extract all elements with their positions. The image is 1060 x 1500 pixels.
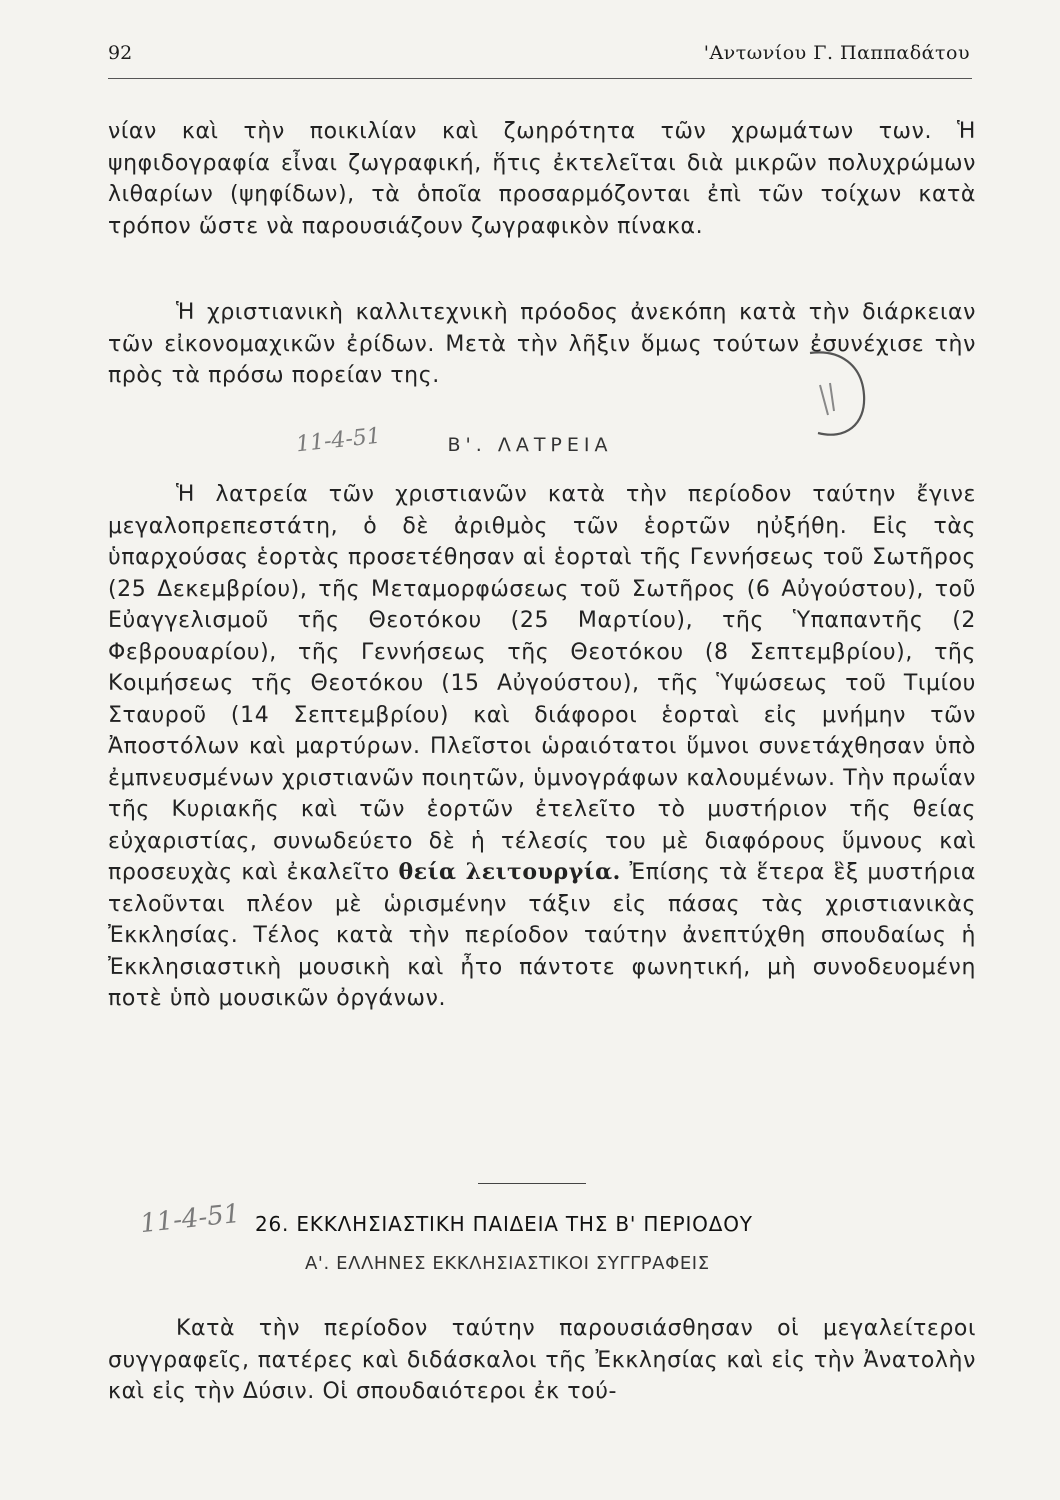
paragraph-worship (108, 479, 976, 1015)
paragraph-writers (108, 1313, 976, 1408)
paragraph-text: Κατὰ τὴν περίοδον ταύτην παρουσιάσθησαν οἱ μεγαλείτεροι συγγραφεῖς, πατέρες καὶ διδάσκαλοι τῆς Ἐκκλησίας καὶ εἰς τὴν Ἀνατολὴν καὶ εἰς τὴν Δύσιν. Οἱ σπουδαιότεροι ἐκ τού- (108, 1316, 976, 1404)
header-rule (108, 78, 972, 79)
running-title: 'Αντωνίου Γ. Παππαδάτου (703, 42, 970, 64)
paragraph-text: Ἡ χριστιανικὴ καλλιτεχνικὴ πρόοδος ἀνεκόπη κατὰ τὴν διάρκειαν τῶν εἰκονομαχικῶν ἐρίδων. Μετὰ τὴν λῆξιν ὅμως τούτων ἐσυνέχισε τὴν πρὸς τὰ πρόσω πορείαν της. (108, 300, 976, 388)
paragraph-text (108, 479, 976, 1015)
page-number: 92 (108, 42, 133, 64)
paragraph-mosaic (108, 116, 976, 242)
paragraph-text-part: Ἐπίσης τὰ ἕτερα ἓξ μυστήρια τελοῦνται πλέον μὲ ὡρισμένην τάξιν εἰς πάσας τὰς χριστιανικὰς Ἐκκλησίας. Τέλος κατὰ τὴν περίοδον ταύτην ἀνεπτύχθη σπουδαίως ἡ Ἐκκλησιαστικὴ μουσικὴ καὶ ἦτο πάντοτε φωνητική, μὴ συνοδευομένη ποτὲ ὑπὸ μουσικῶν ὀργάνων. (108, 860, 976, 1011)
chapter-heading: 26. ΕΚΚΛΗΣΙΑΣΤΙΚΗ ΠΑΙΔΕΙΑ ΤΗΣ Β' ΠΕΡΙΟΔΟΥ (255, 1212, 753, 1236)
pencil-date-annotation: 11-4-51 (138, 1198, 242, 1240)
handwritten-bracket-mark (800, 345, 880, 445)
pencil-date-annotation: 11-4-51 (294, 423, 382, 458)
section-heading-worship: Β'. ΛΑΤΡΕΙΑ (447, 434, 613, 456)
paragraph-text-part: Ἡ λατρεία τῶν χριστιανῶν κατὰ τὴν περίοδον ταύτην ἔγινε μεγαλοπρεπεστάτη, ὁ δὲ ἀριθμὸς τῶν ἑορτῶν ηὐξήθη. Εἰς τὰς ὑπαρχούσας ἑορτὰς προσετέθησαν αἱ ἑορταὶ τῆς Γεννήσεως τοῦ Σωτῆρος (25 Δεκεμβρίου), τῆς Μεταμορφώσεως τοῦ Σωτῆρος (6 Αὐγούστου), τοῦ Εὐαγγελισμοῦ τῆς Θεοτόκου (25 Μαρτίου), τῆς Ὑπαπαντῆς (2 Φεβρουαρίου), τῆς Γεννήσεως τῆς Θεοτόκου (8 Σεπτεμβρίου), τῆς Κοιμήσεως τῆς Θεοτόκου (15 Αὐγούστου), τῆς Ὑψώσεως τοῦ Τιμίου Σταυροῦ (14 Σεπτεμβρίου) καὶ διάφοροι ἑορταὶ εἰς μνήμην τῶν Ἀποστόλων καὶ μαρτύρων. Πλεῖστοι ὡραιότατοι ὕμνοι συνετάχθησαν ὑπὸ ἐμπνευσμένων χριστιανῶν ποιητῶν, ὑμνογράφων καλουμένων. Τὴν πρωΐαν τῆς Κυριακῆς καὶ τῶν ἑορτῶν ἐτελεῖτο τὸ μυστήριον τῆς θείας εὐχαριστίας, συνωδεύετο δὲ ἡ τέλεσίς του μὲ διαφόρους ὕμνους καὶ προσευχὰς καὶ ἐκαλεῖτο (108, 482, 976, 885)
section-divider (478, 1183, 586, 1184)
page-header (108, 42, 970, 78)
subsection-heading: Α'. ΕΛΛΗΝΕΣ ΕΚΚΛΗΣΙΑΣΤΙΚΟΙ ΣΥΓΓΡΑΦΕΙΣ (305, 1253, 710, 1274)
bold-term: θεία λειτουργία. (398, 859, 621, 885)
paragraph-text: νίαν καὶ τὴν ποικιλίαν καὶ ζωηρότητα τῶν χρωμάτων των. Ἡ ψηφιδογραφία εἶναι ζωγραφική, ἥτις ἐκτελεῖται διὰ μικρῶν πολυχρώμων λιθαρίων (ψηφίδων), τὰ ὁποῖα προσαρμόζονται ἐπὶ τῶν τοίχων κατὰ τρόπον ὥστε νὰ παρουσιάζουν ζωγραφικὸν πίνακα. (108, 119, 976, 239)
